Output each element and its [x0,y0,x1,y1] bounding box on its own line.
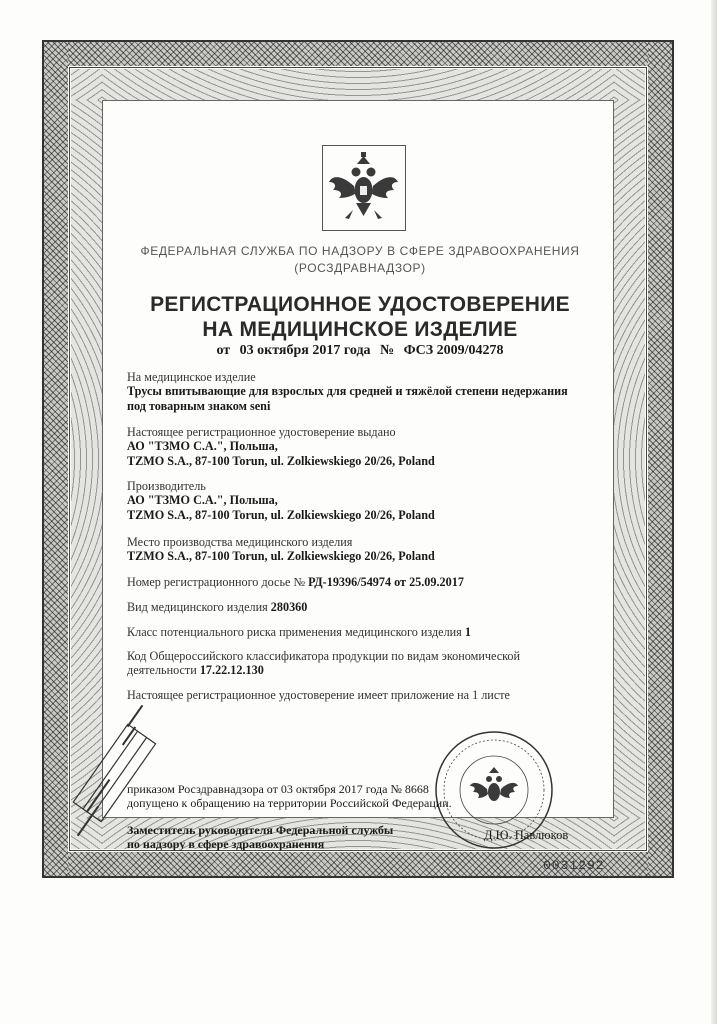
issued-to-line-1: АО "ТЗМО С.А.", Польша, [127,439,278,454]
issued-label: Настоящее регистрационное удостоверение выдано [127,425,396,439]
okp-label-line-2: деятельности [127,663,197,678]
agency-abbreviation: (РОСЗДРАВНАДЗОР) [294,261,426,275]
agency-name: ФЕДЕРАЛЬНАЯ СЛУЖБА ПО НАДЗОРУ В СФЕРЕ ЗДРАВООХРАНЕНИЯ [140,244,580,258]
appendix-block [127,688,597,702]
date-prefix: от [216,343,231,358]
position-line-1: Заместитель руководителя Федеральной службы [127,822,394,837]
issued-block [127,425,597,468]
production-place-value: TZMO S.A., 87-100 Torun, ul. Zolkiewskiego 20/26, Poland [127,549,435,564]
title-line-2: НА МЕДИЦИНСКОЕ ИЗДЕЛИЕ [202,318,518,341]
signer-name: Д.Ю. Павлюков [484,828,569,842]
certificate-number: ФСЗ 2009/04278 [403,343,504,358]
dossier-value: РД-19396/54974 от 25.09.2017 [308,575,464,589]
appendix-text: Настоящее регистрационное удостоверение имеет приложение на 1 листе [127,688,510,702]
certificate-date-number [110,343,610,359]
device-type-value: 280360 [270,600,308,614]
double-headed-eagle-icon [323,146,404,229]
manufacturer-label: Производитель [127,479,206,493]
production-place-label: Место производства медицинского изделия [127,535,353,549]
issue-date: 03 октября 2017 года [239,343,371,358]
device-name-line-1: Трусы впитывающие для взрослых для средней и тяжёлой степени недержания [127,384,568,399]
device-block [127,370,597,413]
manufacturer-line-2: TZMO S.A., 87-100 Torun, ul. Zolkiewskiego 20/26, Poland [127,507,435,522]
serial-number: 0031292 [543,858,605,873]
risk-class-value: 1 [464,625,471,639]
title-line-1: РЕГИСТРАЦИОННОЕ УДОСТОВЕРЕНИЕ [150,293,570,316]
coat-of-arms-emblem [322,145,406,231]
manufacturer-block [127,479,597,522]
dossier-label: Номер регистрационного досье № [127,575,306,589]
issued-to-line-2: TZMO S.A., 87-100 Torun, ul. Zolkiewskiego 20/26, Poland [127,453,435,468]
scan-edge [711,0,717,1024]
risk-class-label: Класс потенциального риска применения медицинского изделия [127,625,462,639]
device-type-block [127,600,597,614]
dossier-block [127,575,597,589]
okp-label-line-1: Код Общероссийского классификатора продукции по видам экономической [127,649,521,663]
certificate-title [110,292,610,342]
device-label: На медицинское изделие [127,370,256,384]
okp-code-block [127,649,597,678]
agency-header [130,243,590,277]
order-line-1: приказом Росздравнадзора от 03 октября 2017 года № 8668 [127,782,429,796]
order-line-2: допущено к обращению на территории Российской Федерации. [127,796,452,811]
production-place-block [127,535,597,564]
risk-class-block [127,625,597,639]
device-type-label: Вид медицинского изделия [127,600,268,614]
device-name-line-2: под товарным знаком seni [127,398,271,413]
manufacturer-line-1: АО "ТЗМО С.А.", Польша, [127,493,278,508]
position-line-2: по надзору в сфере здравоохранения [127,837,325,852]
number-sign: № [380,343,395,358]
okp-code-value: 17.22.12.130 [199,663,264,678]
